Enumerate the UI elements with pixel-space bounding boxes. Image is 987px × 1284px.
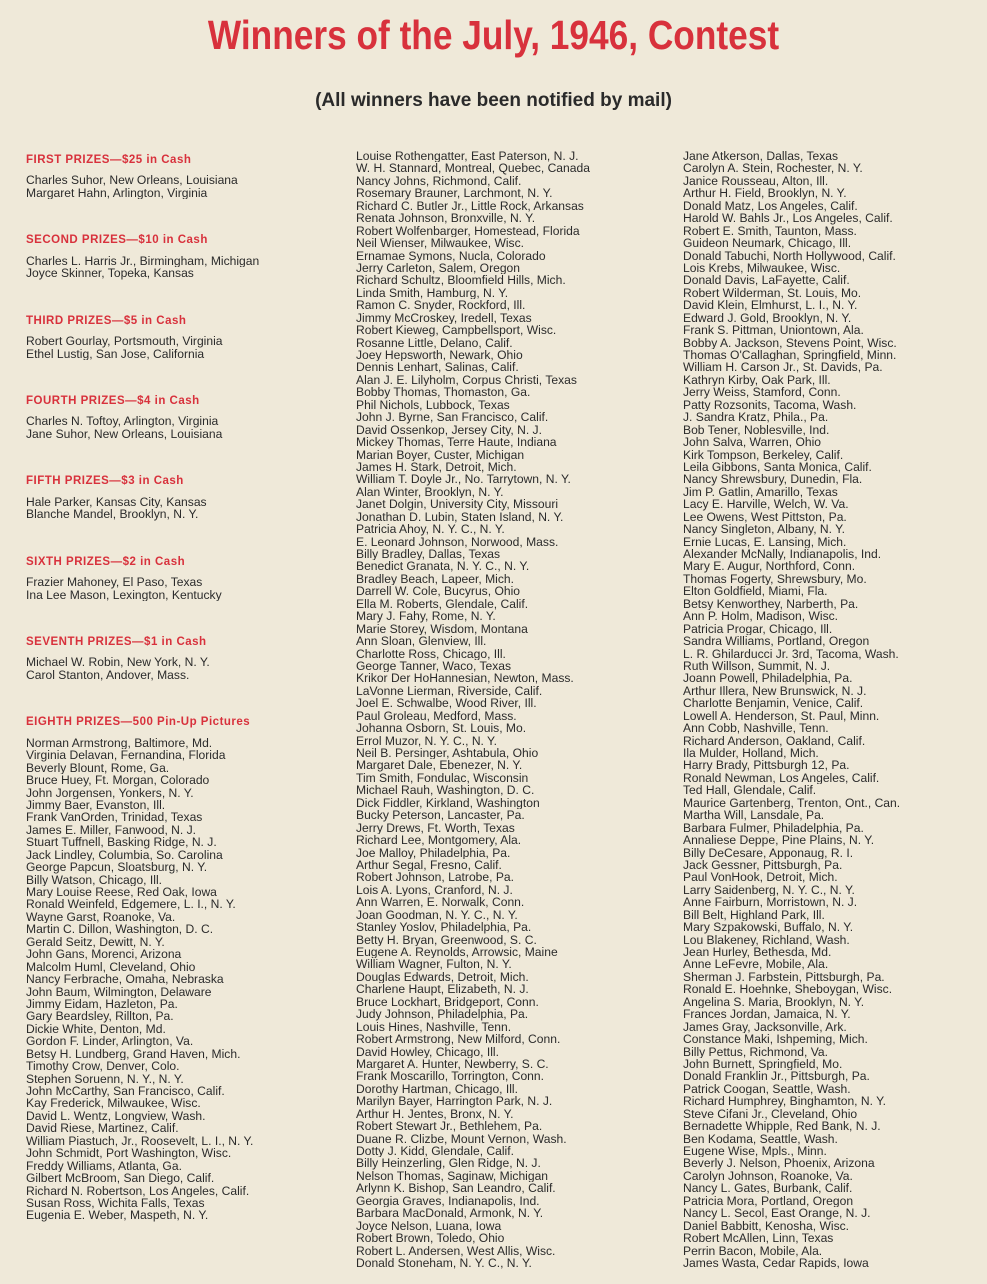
winner-list — [26, 576, 341, 601]
winner-entry: Alan J. E. Lilyholm, Corpus Christi, Texas — [356, 373, 577, 387]
winner-entry: John Gans, Morenci, Arizona — [26, 948, 182, 961]
winner-entry: Ruth Willson, Summit, N. J. — [683, 659, 831, 673]
winner-entry: Donald Franklin Jr., Pittsburgh, Pa. — [683, 1070, 870, 1083]
prize-group — [26, 154, 341, 199]
winner-entry: Stuart Tuffnell, Basking Ridge, N. J. — [26, 836, 217, 849]
winner-entry: Ernamae Symons, Nucla, Colorado — [356, 249, 546, 262]
winner-entry: Richard N. Robertson, Los Angeles, Calif. — [26, 1184, 250, 1197]
winner-entry: Billy Bradley, Dallas, Texas — [356, 548, 501, 561]
winner-entry: Marian Boyer, Custer, Michigan — [356, 448, 525, 461]
winner-entry: Arthur Segal, Fresno, Calif. — [356, 858, 502, 872]
winner-entry: William Wagner, Fulton, N. Y. — [356, 958, 512, 971]
winner-entry: W. H. Stannard, Montreal, Quebec, Canada — [356, 162, 590, 175]
winner-entry: Leila Gibbons, Santa Monica, Calif. — [683, 460, 872, 474]
winner-entry: Edward J. Gold, Brooklyn, N. Y. — [683, 311, 852, 325]
prize-heading: EIGHTH PRIZES—500 Pin-Up Pictures — [26, 716, 251, 729]
winner-entry: Robert Stewart Jr., Bethlehem, Pa. — [356, 1120, 543, 1133]
winner-entry: Malcolm Huml, Cleveland, Ohio — [26, 960, 196, 974]
prize-heading: SECOND PRIZES—$10 in Cash — [26, 234, 208, 247]
winner-entry: Eugene Wise, Mpls., Minn. — [683, 1145, 827, 1158]
winner-entry: Jimmy Eidam, Hazleton, Pa. — [26, 997, 178, 1011]
winner-entry: Ila Mulder, Holland, Mich. — [683, 747, 819, 760]
winner-entry: James E. Miller, Fanwood, N. J. — [26, 823, 197, 837]
winner-entry: Elton Goldfield, Miami, Fla. — [683, 585, 828, 598]
winner-entry: L. R. Ghilarducci Jr. 3rd, Tacoma, Wash. — [683, 647, 899, 660]
prize-group — [26, 475, 341, 520]
winner-entry: Tim Smith, Fondulac, Wisconsin — [356, 771, 529, 785]
winner-entry: Arthur H. Jentes, Bronx, N. Y. — [356, 1107, 514, 1121]
winner-entry: Charlene Haupt, Elizabeth, N. J. — [356, 983, 529, 996]
winner-entry: David Howley, Chicago, Ill. — [356, 1045, 499, 1058]
winner-entry: Duane R. Clizbe, Mount Vernon, Wash. — [356, 1132, 567, 1145]
winner-entry: Jean Hurley, Bethesda, Md. — [683, 946, 832, 959]
winner-entry: Blanche Mandel, Brooklyn, N. Y. — [26, 508, 199, 521]
winner-entry: John Baum, Wilmington, Delaware — [26, 985, 212, 998]
winner-entry: Neil B. Persinger, Ashtabula, Ohio — [356, 747, 539, 760]
winner-entry: Bobby Thomas, Thomaston, Ga. — [356, 386, 531, 399]
winner-list — [26, 415, 341, 440]
winner-entry: Ronald E. Hoehnke, Sheboygan, Wisc. — [683, 983, 893, 996]
winner-entry: Margaret Hahn, Arlington, Virginia — [26, 186, 208, 200]
winner-entry: Jonathan D. Lubin, Staten Island, N. Y. — [356, 510, 564, 524]
winner-entry: Bob Tener, Noblesville, Ind. — [683, 423, 830, 437]
winner-entry: Wayne Garst, Roanoke, Va. — [26, 910, 176, 924]
winner-entry: Renata Johnson, Bronxville, N. Y. — [356, 212, 536, 225]
winner-entry: Nancy Shrewsbury, Dunedin, Fla. — [683, 473, 863, 486]
winner-entry: George Tanner, Waco, Texas — [356, 659, 512, 673]
winner-list — [26, 335, 341, 360]
prize-heading: SEVENTH PRIZES—$1 in Cash — [26, 635, 207, 648]
winner-entry: Marie Storey, Wisdom, Montana — [356, 622, 528, 636]
winner-entry: Nancy L. Secol, East Orange, N. J. — [683, 1207, 871, 1220]
winner-entry: Bernadette Whipple, Red Bank, N. J. — [683, 1120, 881, 1133]
winner-entry: Jack Lindley, Columbia, So. Carolina — [26, 848, 223, 862]
winner-entry: Dotty J. Kidd, Glendale, Calif. — [356, 1145, 514, 1158]
winner-entry: Charles Suhor, New Orleans, Louisiana — [26, 174, 238, 187]
winner-entry: Nancy Singleton, Albany, N. Y. — [683, 523, 846, 536]
winner-list — [26, 255, 341, 280]
winner-entry: Ernie Lucas, E. Lansing, Mich. — [683, 535, 847, 548]
winner-entry: Louis Hines, Nashville, Tenn. — [356, 1020, 512, 1034]
winner-entry: Richard C. Butler Jr., Little Rock, Arkansas — [356, 199, 584, 213]
winner-entry: Bruce Huey, Ft. Morgan, Colorado — [26, 774, 210, 787]
winner-entry: Thomas Fogerty, Shrewsbury, Mo. — [683, 572, 867, 586]
winner-entry: Charles L. Harris Jr., Birmingham, Michigan — [26, 254, 260, 268]
winner-entry: Martin C. Dillon, Washington, D. C. — [26, 923, 214, 936]
winner-entry: Krikor Der HoHannesian, Newton, Mass. — [356, 672, 574, 685]
winner-entry: Beverly J. Nelson, Phoenix, Arizona — [683, 1157, 875, 1170]
winner-entry: Maurice Gartenberg, Trenton, Ont., Can. — [683, 796, 901, 810]
winner-entry: Frazier Mahoney, El Paso, Texas — [26, 576, 203, 589]
winner-entry: Mary Louise Reese, Red Oak, Iowa — [26, 886, 217, 899]
winner-entry: Daniel Babbitt, Kenosha, Wisc. — [683, 1219, 850, 1233]
winner-entry: Billy DeCesare, Apponaug, R. I. — [683, 846, 854, 859]
winner-entry: Arthur Illera, New Brunswick, N. J. — [683, 684, 867, 698]
winner-entry: Jim P. Gatlin, Amarillo, Texas — [683, 485, 838, 499]
winner-entry: Margaret A. Hunter, Newberry, S. C. — [356, 1057, 549, 1071]
winner-entry: Billy Heinzerling, Glen Ridge, N. J. — [356, 1157, 541, 1170]
winner-entry: Harold W. Bahls Jr., Los Angeles, Calif. — [683, 212, 893, 225]
winner-entry: Marilyn Bayer, Harrington Park, N. J. — [356, 1095, 553, 1108]
winner-entry: Georgia Graves, Indianapolis, Ind. — [356, 1194, 540, 1208]
winner-entry: Bradley Beach, Lapeer, Mich. — [356, 572, 514, 586]
winner-entry: Norman Armstrong, Baltimore, Md. — [26, 736, 213, 750]
winner-entry: Robert L. Andersen, West Allis, Wisc. — [356, 1244, 556, 1257]
winner-entry: Jerry Weiss, Stamford, Conn. — [683, 386, 841, 399]
winner-entry: Lois A. Lyons, Cranford, N. J. — [356, 883, 513, 897]
winner-entry: Annaliese Deppe, Pine Plains, N. Y. — [683, 834, 875, 847]
winner-entry: Jimmy Baer, Evanston, Ill. — [26, 798, 166, 812]
winner-entry: Richard Lee, Montgomery, Ala. — [356, 834, 522, 847]
winner-entry: William T. Doyle Jr., No. Tarrytown, N. Y. — [356, 473, 571, 486]
winner-entry: Kay Frederick, Milwaukee, Wisc. — [26, 1097, 201, 1110]
winner-entry: Lois Krebs, Milwaukee, Wisc. — [683, 261, 841, 275]
winner-entry: Harry Brady, Pittsburgh 12, Pa. — [683, 759, 850, 772]
winner-entry: Rosanne Little, Delano, Calif. — [356, 336, 513, 349]
winner-entry: Anne Fairburn, Morristown, N. J. — [683, 896, 858, 909]
winner-entry: Dickie White, Denton, Md. — [26, 1022, 166, 1036]
winner-entry: Joe Malloy, Philadelphia, Pa. — [356, 846, 511, 859]
winner-entry: David Ossenkop, Jersey City, N. J. — [356, 423, 542, 437]
winner-entry: Ann Sloan, Glenview, Ill. — [356, 635, 487, 648]
winner-entry: Sandra Williams, Portland, Oregon — [683, 635, 870, 648]
winner-list — [26, 174, 341, 199]
winner-entry: Gerald Seitz, Dewitt, N. Y. — [26, 935, 165, 949]
winner-entry: Nancy L. Gates, Burbank, Calif. — [683, 1182, 853, 1195]
winner-entry: Janet Dolgin, University City, Missouri — [356, 498, 559, 511]
winner-entry: Nancy Johns, Richmond, Calif. — [356, 174, 522, 188]
winner-entry: Jerry Carleton, Salem, Oregon — [356, 261, 521, 275]
winner-entry: Robert Wilderman, St. Louis, Mo. — [683, 286, 862, 300]
winner-entry: George Papcun, Sloatsburg, N. Y. — [26, 861, 208, 874]
prize-group — [26, 716, 341, 1222]
winner-entry: Paul Groleau, Medford, Mass. — [356, 709, 517, 723]
winner-entry: Jane Atkerson, Dallas, Texas — [683, 150, 839, 163]
winner-entry: Frank S. Pittman, Uniontown, Ala. — [683, 324, 864, 337]
winner-entry: Frank VanOrden, Trinidad, Texas — [26, 811, 203, 824]
winner-entry: John Burnett, Springfield, Mo. — [683, 1057, 843, 1071]
winner-entry: Mickey Thomas, Terre Haute, Indiana — [356, 436, 557, 449]
winner-entry: Constance Maki, Ishpeming, Mich. — [683, 1033, 868, 1046]
winner-entry: Jane Suhor, New Orleans, Louisiana — [26, 427, 223, 441]
prize-group — [26, 234, 341, 279]
winner-entry: Bruce Lockhart, Bridgeport, Conn. — [356, 995, 539, 1009]
winner-entry: Larry Saidenberg, N. Y. C., N. Y. — [683, 883, 855, 897]
winner-entry: Arlynn K. Bishop, San Leandro, Calif. — [356, 1182, 556, 1195]
winner-entry: Ella M. Roberts, Glendale, Calif. — [356, 597, 529, 611]
winner-entry: Donald Tabuchi, North Hollywood, Calif. — [683, 249, 896, 262]
winner-entry: Patricia Progar, Chicago, Ill. — [683, 622, 833, 636]
winner-entry: Betsy H. Lundberg, Grand Haven, Mich. — [26, 1047, 241, 1061]
prize-heading: FIFTH PRIZES—$3 in Cash — [26, 475, 184, 488]
winner-entry: Frances Jordan, Jamaica, N. Y. — [683, 1008, 851, 1021]
winner-entry: Ann Cobb, Nashville, Tenn. — [683, 722, 829, 735]
winner-entry: John Jorgensen, Yonkers, N. Y. — [26, 786, 194, 799]
winner-entry: Carolyn Johnson, Roanoke, Va. — [683, 1169, 853, 1183]
winner-entry: Ethel Lustig, San Jose, California — [26, 347, 205, 360]
winner-entry: Patricia Ahoy, N. Y. C., N. Y. — [356, 523, 505, 536]
winner-entry: Robert Armstrong, New Milford, Conn. — [356, 1033, 561, 1046]
winner-entry: Jack Gessner, Pittsburgh, Pa. — [683, 858, 843, 872]
winner-entry: Eugene A. Reynolds, Arrowsic, Maine — [356, 946, 558, 959]
winner-entry: Douglas Edwards, Detroit, Mich. — [356, 970, 529, 984]
winner-entry: Rosemary Brauner, Larchmont, N. Y. — [356, 187, 553, 200]
winner-entry: Billy Pettus, Richmond, Va. — [683, 1045, 828, 1058]
prize-column — [26, 154, 341, 1222]
winner-entry: Robert E. Smith, Taunton, Mass. — [683, 224, 857, 238]
winner-entry: David Riese, Martinez, Calif. — [26, 1122, 179, 1135]
winner-entry: Joann Powell, Philadelphia, Pa. — [683, 672, 853, 685]
winner-entry: Angelina S. Maria, Brooklyn, N. Y. — [683, 995, 865, 1009]
winner-entry: Ramon C. Snyder, Rockford, Ill. — [356, 299, 526, 312]
winner-entry: Charlotte Benjamin, Venice, Calif. — [683, 697, 864, 710]
winner-entry: E. Leonard Johnson, Norwood, Mass. — [356, 535, 559, 548]
winner-entry: Joyce Nelson, Luana, Iowa — [356, 1219, 502, 1233]
winner-entry: Hale Parker, Kansas City, Kansas — [26, 495, 207, 509]
winner-entry: Jerry Drews, Ft. Worth, Texas — [356, 821, 515, 835]
winner-entry: Carol Stanton, Andover, Mass. — [26, 668, 190, 682]
winner-entry: Perrin Bacon, Mobile, Ala. — [683, 1244, 823, 1257]
winner-entry: Arthur H. Field, Brooklyn, N. Y. — [683, 187, 847, 200]
winner-entry: Judy Johnson, Philadelphia, Pa. — [356, 1008, 529, 1021]
winner-entry: Ronald Newman, Los Angeles, Calif. — [683, 771, 880, 785]
prize-heading: FOURTH PRIZES—$4 in Cash — [26, 394, 200, 407]
winner-entry: John J. Byrne, San Francisco, Calif. — [356, 411, 549, 424]
winner-entry: Barbara MacDonald, Armonk, N. Y. — [356, 1207, 544, 1220]
prize-heading: SIXTH PRIZES—$2 in Cash — [26, 555, 186, 568]
winner-entry: Patrick Coogan, Seattle, Wash. — [683, 1082, 851, 1096]
winner-entry: Ann Warren, E. Norwalk, Conn. — [356, 896, 525, 909]
winner-entry: Sherman J. Farbstein, Pittsburgh, Pa. — [683, 970, 885, 984]
winner-entry: Neil Wienser, Milwaukee, Wisc. — [356, 237, 525, 250]
winner-entry: Betsy Kenworthey, Narberth, Pa. — [683, 597, 859, 611]
winner-entry: Richard Humphrey, Binghamton, N. Y. — [683, 1095, 887, 1108]
winner-entry: James H. Stark, Detroit, Mich. — [356, 460, 517, 474]
winner-entry: James Wasta, Cedar Rapids, Iowa — [683, 1256, 869, 1270]
winners-column-2 — [356, 150, 674, 1269]
winner-entry: Darrell W. Cole, Bucyrus, Ohio — [356, 585, 520, 598]
winner-entry: Charles N. Toftoy, Arlington, Virginia — [26, 415, 219, 428]
winner-entry: Eugenia E. Weber, Maspeth, N. Y. — [26, 1209, 209, 1222]
winner-entry: Gary Beardsley, Rillton, Pa. — [26, 1010, 174, 1023]
winner-entry: Ann P. Holm, Madison, Wisc. — [683, 610, 839, 623]
winner-entry: Alan Winter, Brooklyn, N. Y. — [356, 485, 504, 499]
winner-entry: Richard Anderson, Oakland, Calif. — [683, 734, 866, 747]
winner-entry: Donald Stoneham, N. Y. C., N. Y. — [356, 1256, 532, 1270]
winner-entry: Joan Goodman, N. Y. C., N. Y. — [356, 908, 518, 922]
winner-entry: Johanna Osborn, St. Louis, Mo. — [356, 722, 527, 735]
winner-entry: Nelson Thomas, Saginaw, Michigan — [356, 1169, 549, 1183]
winner-entry: Ronald Weinfeld, Edgemere, L. I., N. Y. — [26, 898, 236, 911]
winner-entry: Freddy Williams, Atlanta, Ga. — [26, 1159, 182, 1173]
winner-entry: Susan Ross, Wichita Falls, Texas — [26, 1196, 205, 1210]
winner-entry: Lacy E. Harville, Welch, W. Va. — [683, 498, 849, 511]
winner-entry: Steve Cifani Jr., Cleveland, Ohio — [683, 1107, 858, 1121]
winner-entry: Errol Muzor, N. Y. C., N. Y. — [356, 734, 497, 747]
winner-entry: Dick Fiddler, Kirkland, Washington — [356, 796, 540, 810]
winner-entry: Jimmy McCroskey, Iredell, Texas — [356, 311, 532, 325]
winner-entry: Michael W. Robin, New York, N. Y. — [26, 656, 210, 669]
winner-entry: Donald Davis, LaFayette, Calif. — [683, 274, 850, 287]
winner-entry: Patricia Mora, Portland, Oregon — [683, 1194, 854, 1208]
winner-entry: Bill Belt, Highland Park, Ill. — [683, 908, 825, 922]
winner-entry: Robert Gourlay, Portsmouth, Virginia — [26, 335, 223, 348]
prize-heading: FIRST PRIZES—$25 in Cash — [26, 154, 192, 166]
winner-entry: Mary J. Fahy, Rome, N. Y. — [356, 610, 496, 623]
winner-entry: LaVonne Lierman, Riverside, Calif. — [356, 684, 543, 698]
winner-entry: Martha Will, Lansdale, Pa. — [683, 809, 825, 822]
winner-entry: Joel E. Schwalbe, Wood River, Ill. — [356, 697, 537, 710]
winner-entry: Joey Hepsworth, Newark, Ohio — [356, 349, 523, 362]
winner-entry: William Piastuch, Jr., Roosevelt, L. I., N. Y. — [26, 1134, 254, 1148]
page-title: Winners of the July, 1946, Contest — [207, 12, 780, 58]
winner-entry: Anne LeFevre, Mobile, Ala. — [683, 958, 829, 971]
winner-entry: Robert Brown, Toledo, Ohio — [356, 1232, 505, 1245]
winner-entry: Robert Wolfenbarger, Homestead, Florida — [356, 224, 580, 238]
winner-entry: Guideon Neumark, Chicago, Ill. — [683, 237, 852, 250]
winner-list — [26, 656, 341, 681]
winner-entry: Mary E. Augur, Northford, Conn. — [683, 560, 856, 573]
page-subtitle: (All winners have been notified by mail) — [315, 90, 672, 111]
winner-entry: James Gray, Jacksonville, Ark. — [683, 1020, 847, 1034]
winner-entry: John McCarthy, San Francisco, Calif. — [26, 1085, 225, 1098]
winner-entry: William H. Carson Jr., St. Davids, Pa. — [683, 361, 883, 374]
winner-entry: Dennis Lenhart, Salinas, Calif. — [356, 361, 519, 374]
winner-entry: Dorothy Hartman, Chicago, Ill. — [356, 1082, 518, 1096]
winner-entry: Billy Watson, Chicago, Ill. — [26, 873, 162, 886]
winner-entry: Richard Schultz, Bloomfield Hills, Mich. — [356, 274, 566, 287]
winner-entry: Joyce Skinner, Topeka, Kansas — [26, 267, 194, 280]
winner-entry: Beverly Blount, Rome, Ga. — [26, 761, 170, 775]
winner-entry: Kirk Tompson, Berkeley, Calif. — [683, 448, 844, 461]
winner-entry: Bobby A. Jackson, Stevens Point, Wisc. — [683, 336, 897, 349]
winner-entry: Linda Smith, Hamburg, N. Y. — [356, 286, 509, 300]
winner-entry: John Schmidt, Port Washington, Wisc. — [26, 1147, 232, 1160]
winner-entry: Barbara Fulmer, Philadelphia, Pa. — [683, 821, 864, 835]
winner-entry: Robert Kieweg, Campbellsport, Wisc. — [356, 324, 557, 337]
winner-entry: John Salva, Warren, Ohio — [683, 436, 822, 449]
winner-entry: Ina Lee Mason, Lexington, Kentucky — [26, 588, 222, 601]
winner-entry: Robert McAllen, Linn, Texas — [683, 1232, 834, 1245]
winner-entry: Stanley Yoslov, Philadelphia, Pa. — [356, 921, 532, 934]
winners-column-3 — [683, 150, 983, 1269]
winner-entry: J. Sandra Kratz, Phila., Pa. — [683, 411, 829, 424]
winner-entry: Timothy Crow, Denver, Colo. — [26, 1060, 180, 1073]
winner-entry: Mary Szpakowski, Buffalo, N. Y. — [683, 921, 854, 934]
winner-list — [26, 737, 341, 1222]
winner-entry: Bucky Peterson, Lancaster, Pa. — [356, 809, 525, 822]
winner-entry: Lee Owens, West Pittston, Pa. — [683, 510, 847, 524]
winner-entry: Ben Kodama, Seattle, Wash. — [683, 1132, 838, 1145]
winner-entry: Ted Hall, Glendale, Calif. — [683, 784, 817, 797]
winner-entry: Louise Rothengatter, East Paterson, N. J. — [356, 150, 579, 163]
winner-entry: Carolyn A. Stein, Rochester, N. Y. — [683, 162, 863, 175]
winner-entry: Charlotte Ross, Chicago, Ill. — [356, 647, 506, 660]
winner-entry: Michael Rauh, Washington, D. C. — [356, 784, 535, 797]
winner-entry: Betty H. Bryan, Greenwood, S. C. — [356, 933, 537, 946]
winner-entry: Alexander McNally, Indianapolis, Ind. — [683, 548, 882, 561]
winner-entry: Lou Blakeney, Richland, Wash. — [683, 933, 850, 946]
winner-entry: Benedict Granata, N. Y. C., N. Y. — [356, 560, 530, 573]
winner-entry: Gordon F. Linder, Arlington, Va. — [26, 1035, 194, 1048]
winner-entry: Paul VonHook, Detroit, Mich. — [683, 871, 838, 884]
winner-entry: Frank Moscarillo, Torrington, Conn. — [356, 1070, 544, 1083]
prize-group — [26, 395, 341, 440]
winner-entry: David L. Wentz, Longview, Wash. — [26, 1109, 206, 1123]
winner-entry: Gilbert McBroom, San Diego, Calif. — [26, 1172, 215, 1185]
winner-entry: Janice Rousseau, Alton, Ill. — [683, 174, 829, 188]
winner-entry: Nancy Ferbrache, Omaha, Nebraska — [26, 973, 224, 986]
prize-heading: THIRD PRIZES—$5 in Cash — [26, 314, 187, 327]
winner-entry: Virginia Delavan, Fernandina, Florida — [26, 749, 226, 762]
prize-group — [26, 315, 341, 360]
winner-entry: Kathryn Kirby, Oak Park, Ill. — [683, 373, 831, 387]
winner-entry: Thomas O'Callaghan, Springfield, Minn. — [683, 349, 897, 362]
prize-group — [26, 636, 341, 681]
winner-entry: Patty Rozsonits, Tacoma, Wash. — [683, 398, 857, 412]
winner-entry: Lowell A. Henderson, St. Paul, Minn. — [683, 709, 880, 723]
winner-entry: David Klein, Elmhurst, L. I., N. Y. — [683, 299, 858, 312]
winner-entry: Robert Johnson, Latrobe, Pa. — [356, 871, 514, 884]
winner-entry: Phil Nichols, Lubbock, Texas — [356, 398, 510, 412]
prize-group — [26, 556, 341, 601]
winner-entry: Donald Matz, Los Angeles, Calif. — [683, 199, 858, 213]
winner-list — [26, 496, 341, 521]
winner-entry: Margaret Dale, Ebenezer, N. Y. — [356, 759, 523, 772]
winner-entry: Stephen Soruenn, N. Y., N. Y. — [26, 1072, 184, 1085]
